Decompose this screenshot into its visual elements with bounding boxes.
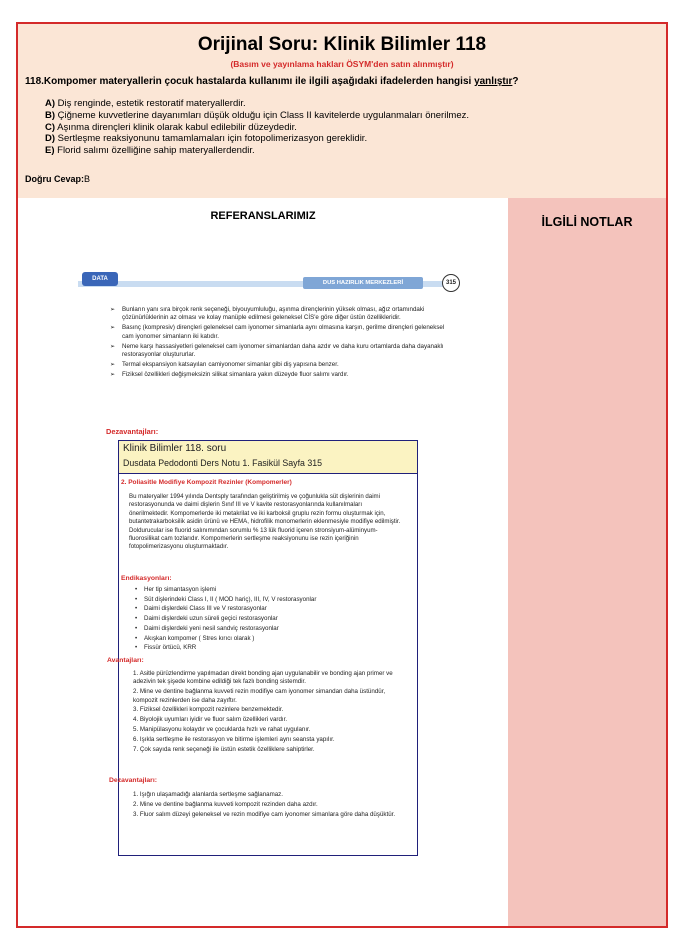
list-item: • Daimi dişlerdeki Class III ve V restorasyonlar xyxy=(135,605,395,613)
indications-list xyxy=(135,586,395,654)
list-item: 1. Işığın ulaşamadığı alanlarda sertleşme sağlanamaz. xyxy=(133,791,283,798)
reference-highlight-box xyxy=(107,440,418,856)
list-item: • Her tip simantasyon işlemi xyxy=(135,586,395,594)
list-item: 2. Mine ve dentine bağlanma kuvveti rezin modifiye cam iyonomer simandan daha üstündür, kompozit rezinlerden ise daha zayıftır. xyxy=(133,688,386,704)
property-bullets xyxy=(110,306,450,381)
notes-panel xyxy=(508,198,666,926)
correct-answer: Doğru Cevap:B xyxy=(25,174,91,184)
question-stem-main: 118.Kompomer materyallerin çocuk hastalarda kullanımı ile ilgili aşağıdaki ifadelerden hangisi xyxy=(25,76,475,87)
answer-options xyxy=(45,98,469,157)
list-item: • Fissür örtücü, KRR xyxy=(135,644,395,652)
list-item: • Süt dişlerindeki Class I, II ( MOD hariç), III, IV, V restorasyonlar xyxy=(135,596,395,604)
book-header xyxy=(78,277,466,291)
section-paragraph: Bu materyaller 1994 yılında Dentsply tarafından geliştirilmiş ve çoğunlukla süt dişlerinin daimi restorasyonunda ve daimi dişlerin Sınıf III ve V kavite restorasyonlarında kullanılmaları önerilmektedir. Kompomerlerde iki metakrilat ve iki karboksil gruplu rezin formu oluşturmak için, butantetrakarboksilik asidin ürünü ve HEMA, hidrofilik monomerlerin eklenmesiyle modifiye edilmiştir. Doldurucular ise fluorid salınımından sorumlu % 13 lük fluorid içeren stronsiyum-alüminyum-fluorosilikat cam tozlarıdır. Kompomerlerin sertleşme reaksiyonunu ise rezin içeriğinin fotopolimerizasyonu oluşturmaktadır. xyxy=(129,493,401,551)
list-item: • Akışkan kompomer ( Stres kırıcı olarak ) xyxy=(135,635,395,643)
list-item: 5. Manipülasyonu kolaydır ve çocuklarda hızlı ve rahat uygulanır. xyxy=(133,726,311,733)
section-subtitle: 2. Poliasitle Modifiye Kompozit Rezinler (Kompomerler) xyxy=(121,479,292,486)
list-item: 7. Çok sayıda renk seçeneği ile üstün estetik özelliklere sahiptirler. xyxy=(133,745,315,753)
reference-book-page xyxy=(78,252,478,872)
reference-source: Dusdata Pedodonti Ders Notu 1. Fasikül Sayfa 315 xyxy=(123,458,323,468)
list-item: ➢ Fiziksel özellikleri değişmeksizin silikat simanlara yakın düzeyde fluor salımı vardır. xyxy=(110,371,450,379)
list-item: • Daimi dişlerdeki yeni nesil sandviç restorasyonlar xyxy=(135,625,395,633)
advantages-list xyxy=(123,670,399,755)
question-title: Orijinal Soru: Klinik Bilimler 118 xyxy=(197,34,487,55)
list-item: 1. Asitle pürüzlendirme yapılmadan direkt bonding ajan uygulanabilir ve bonding ajan primer ve adezivin tek şişede kombine edildiği tek fazlı bonding sistemdir. xyxy=(133,670,393,686)
question-stem xyxy=(25,76,519,87)
list-item: 2. Mine ve dentine bağlanma kuvveti kompozit rezinden daha azdır. xyxy=(133,800,318,808)
list-item: ➢ Neme karşı hassasiyetleri geleneksel cam iyonomer simanlardan daha azdır ve daha kuru ortamlarda daha dayanaklı restorasyonlar oluştururlar. xyxy=(110,343,450,360)
reference-callout xyxy=(119,441,417,474)
page-number: 315 xyxy=(442,274,460,292)
indications-heading: Endikasyonları: xyxy=(121,575,172,582)
box-disadvantages-heading: Dezavantajları: xyxy=(109,777,157,784)
copyright-note: (Basım ve yayınlama hakları ÖSYM'den satın alınmıştır) xyxy=(230,59,454,69)
list-item: • Daimi dişlerdeki uzun süreli geçici restorasyonlar xyxy=(135,615,395,623)
option-c: C) Aşınma dirençleri klinik olarak kabul edilebilir düzeydedir. xyxy=(45,121,297,133)
publisher-logo: DATA xyxy=(82,272,118,286)
option-d: D) Sertleşme reaksiyonunu tamamlamaları için fotopolimerizasyon gereklidir. xyxy=(45,133,368,145)
header-label: DUS HAZIRLIK MERKEZLERİ xyxy=(303,277,423,289)
question-stem-underlined: yanlıştır xyxy=(474,76,513,87)
reference-question: Klinik Bilimler 118. soru xyxy=(123,443,227,454)
list-item: 6. Işıkla sertleşme ile restorasyon ve bitirme işlemleri aynı seansta yapılır. xyxy=(133,735,335,743)
disadvantages-list xyxy=(123,791,399,820)
question-panel xyxy=(18,24,666,198)
disadvantages-heading: Dezavantajları: xyxy=(106,427,159,436)
question-stem-end: ? xyxy=(512,76,519,87)
advantages-heading: Avantajları: xyxy=(107,657,144,664)
option-a: A) Diş renginde, estetik restoratif materyallerdir. xyxy=(45,98,246,109)
list-item: ➢ Basınç (kompresiv) dirençleri geleneksel cam iyonomer simanlarla aynı olmasına karşın, gerilme dirençleri geleneksel cam iyonomer simanların iki katıdır. xyxy=(110,324,450,341)
list-item: 4. Biyolojik uyumları iyidir ve fluor salım özellikleri vardır. xyxy=(133,716,288,724)
option-b: B) Çiğneme kuvvetlerine dayanımları düşük olduğu için Class II kavitelerde uygulanmaları önerilmez. xyxy=(45,109,470,121)
list-item: 3. Fiziksel özellikleri kompozit rezinlere benzemektedir. xyxy=(133,706,284,714)
correct-answer-value: B xyxy=(84,174,91,184)
list-item: 3. Fluor salım düzeyi geleneksel ve rezin modifiye cam iyonomer simanlara göre daha düşüktür. xyxy=(133,810,396,818)
list-item: ➢ Bunların yanı sıra birçok renk seçeneği, biyouyumluluğu, aşınma dirençlerinin yüksek olması, ağız ortamındaki çözünürlüklerinin az olması ve kolay manüple edilmesi geleneksel CİS'e göre diğer üstün özellikleridir. xyxy=(110,306,450,323)
notes-title: İLGİLİ NOTLAR xyxy=(541,215,633,229)
option-e: E) Florid salımı özelliğine sahip materyallerdendir. xyxy=(45,145,255,157)
list-item: ➢ Termal ekspansiyon katsayıları camiyonomer simanlar gibi diş yapısına benzer. xyxy=(110,361,450,369)
references-title: REFERANSLARIMIZ xyxy=(210,210,316,222)
